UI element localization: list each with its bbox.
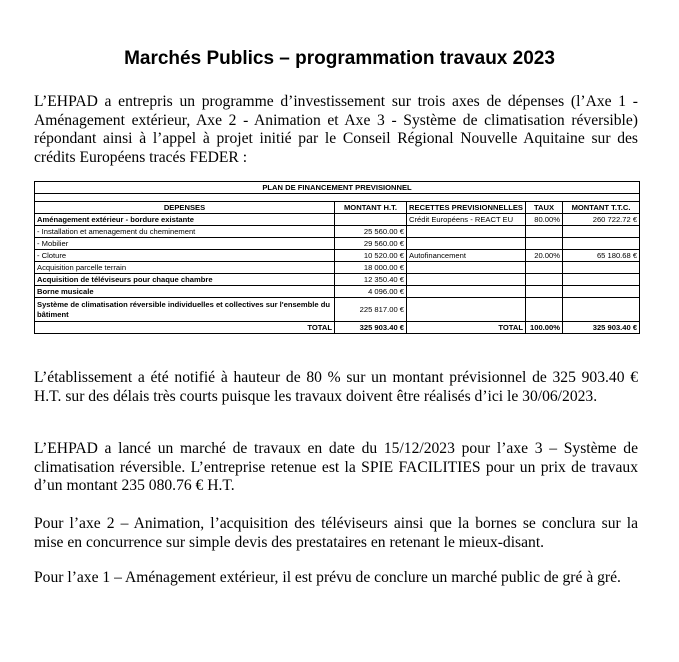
financing-plan-table [34, 181, 640, 334]
total-row [35, 322, 640, 334]
header-recettes: RECETTES PREVISIONNELLES [407, 202, 526, 214]
row-recette [407, 262, 526, 274]
row-recette [407, 274, 526, 286]
table-row [35, 238, 640, 250]
row-ttc [563, 286, 640, 298]
axe2-paragraph: Pour l’axe 2 – Animation, l’acquisition des téléviseurs ainsi que la bornes se conclura sur la mise en concurrence sur simple devis des prestataires en retenant le mieux-disant. [34, 515, 638, 551]
row-recette: Autofinancement [407, 250, 526, 262]
notification-paragraph: L’établissement a été notifié à hauteur de 80 % sur un montant prévisionnel de 325 903.40 € H.T. sur des délais très courts puisque les travaux doivent être réalisés d’ici le 30/06/2023. [34, 369, 638, 405]
row-taux [526, 298, 563, 322]
row-taux: 20.00% [526, 250, 563, 262]
row-taux: 80.00% [526, 214, 563, 226]
row-montant: 10 520.00 € [335, 250, 407, 262]
row-ttc: 65 180.68 € [563, 250, 640, 262]
page-title: Marchés Publics – programmation travaux 2023 [124, 48, 555, 69]
header-montant-ttc: MONTANT T.T.C. [563, 202, 640, 214]
row-label: - Installation et amenagement du cheminement [35, 226, 335, 238]
row-ttc [563, 274, 640, 286]
row-ttc [563, 298, 640, 322]
total-label: TOTAL [35, 322, 335, 334]
axe3-paragraph: L’EHPAD a lancé un marché de travaux en date du 15/12/2023 pour l’axe 3 – Système de climatisation réversible. L’entreprise retenue est la SPIE FACILITIES pour un prix de travaux d’un montant 235 080.76 € H.T. [34, 440, 638, 495]
row-label: Aménagement extérieur - bordure existante [35, 214, 335, 226]
total-montant-ttc: 325 903.40 € [563, 322, 640, 334]
row-ttc [563, 238, 640, 250]
total-montant-ht: 325 903.40 € [335, 322, 407, 334]
row-recette [407, 238, 526, 250]
row-label: Acquisition de téléviseurs pour chaque chambre [35, 274, 335, 286]
row-montant [335, 214, 407, 226]
row-label: Borne musicale [35, 286, 335, 298]
header-depenses: DEPENSES [35, 202, 335, 214]
row-montant: 29 560.00 € [335, 238, 407, 250]
spacer-row [35, 194, 640, 202]
row-taux [526, 274, 563, 286]
header-taux: TAUX [526, 202, 563, 214]
row-label: Système de climatisation réversible individuelles et collectives sur l'ensemble du bâtiment [35, 298, 335, 322]
row-taux [526, 226, 563, 238]
row-taux [526, 238, 563, 250]
table-row [35, 226, 640, 238]
row-recette [407, 226, 526, 238]
total-taux: 100.00% [526, 322, 563, 334]
row-montant: 225 817.00 € [335, 298, 407, 322]
table-title-row [35, 182, 640, 194]
header-montant-ht: MONTANT H.T. [335, 202, 407, 214]
row-montant: 12 350.40 € [335, 274, 407, 286]
table-row [35, 286, 640, 298]
total-recettes-label: TOTAL [407, 322, 526, 334]
row-taux [526, 286, 563, 298]
row-recette: Crédit Européens - REACT EU [407, 214, 526, 226]
intro-paragraph: L’EHPAD a entrepris un programme d’investissement sur trois axes de dépenses (l’Axe 1 - Aménagement extérieur, Axe 2 - Animation et Axe 3 - Système de climatisation réversible) répondant ainsi à l’appel à projet initié par le Conseil Régional Nouvelle Aquitaine sur des crédits Européens tracés FEDER : [34, 93, 638, 166]
table-row [35, 250, 640, 262]
row-taux [526, 262, 563, 274]
header-row [35, 202, 640, 214]
row-recette [407, 298, 526, 322]
row-label: - Cloture [35, 250, 335, 262]
table-title: PLAN DE FINANCEMENT PREVISIONNEL [35, 182, 640, 194]
table-row [35, 274, 640, 286]
table-row [35, 298, 640, 322]
table-row [35, 262, 640, 274]
row-ttc [563, 226, 640, 238]
row-montant: 25 560.00 € [335, 226, 407, 238]
table-row [35, 214, 640, 226]
row-ttc [563, 262, 640, 274]
row-label: Acquisition parcelle terrain [35, 262, 335, 274]
axe1-paragraph: Pour l’axe 1 – Aménagement extérieur, il est prévu de conclure un marché public de gré à gré. [34, 569, 621, 586]
row-montant: 4 096.00 € [335, 286, 407, 298]
row-ttc: 260 722.72 € [563, 214, 640, 226]
row-montant: 18 000.00 € [335, 262, 407, 274]
row-label: - Mobilier [35, 238, 335, 250]
row-recette [407, 286, 526, 298]
